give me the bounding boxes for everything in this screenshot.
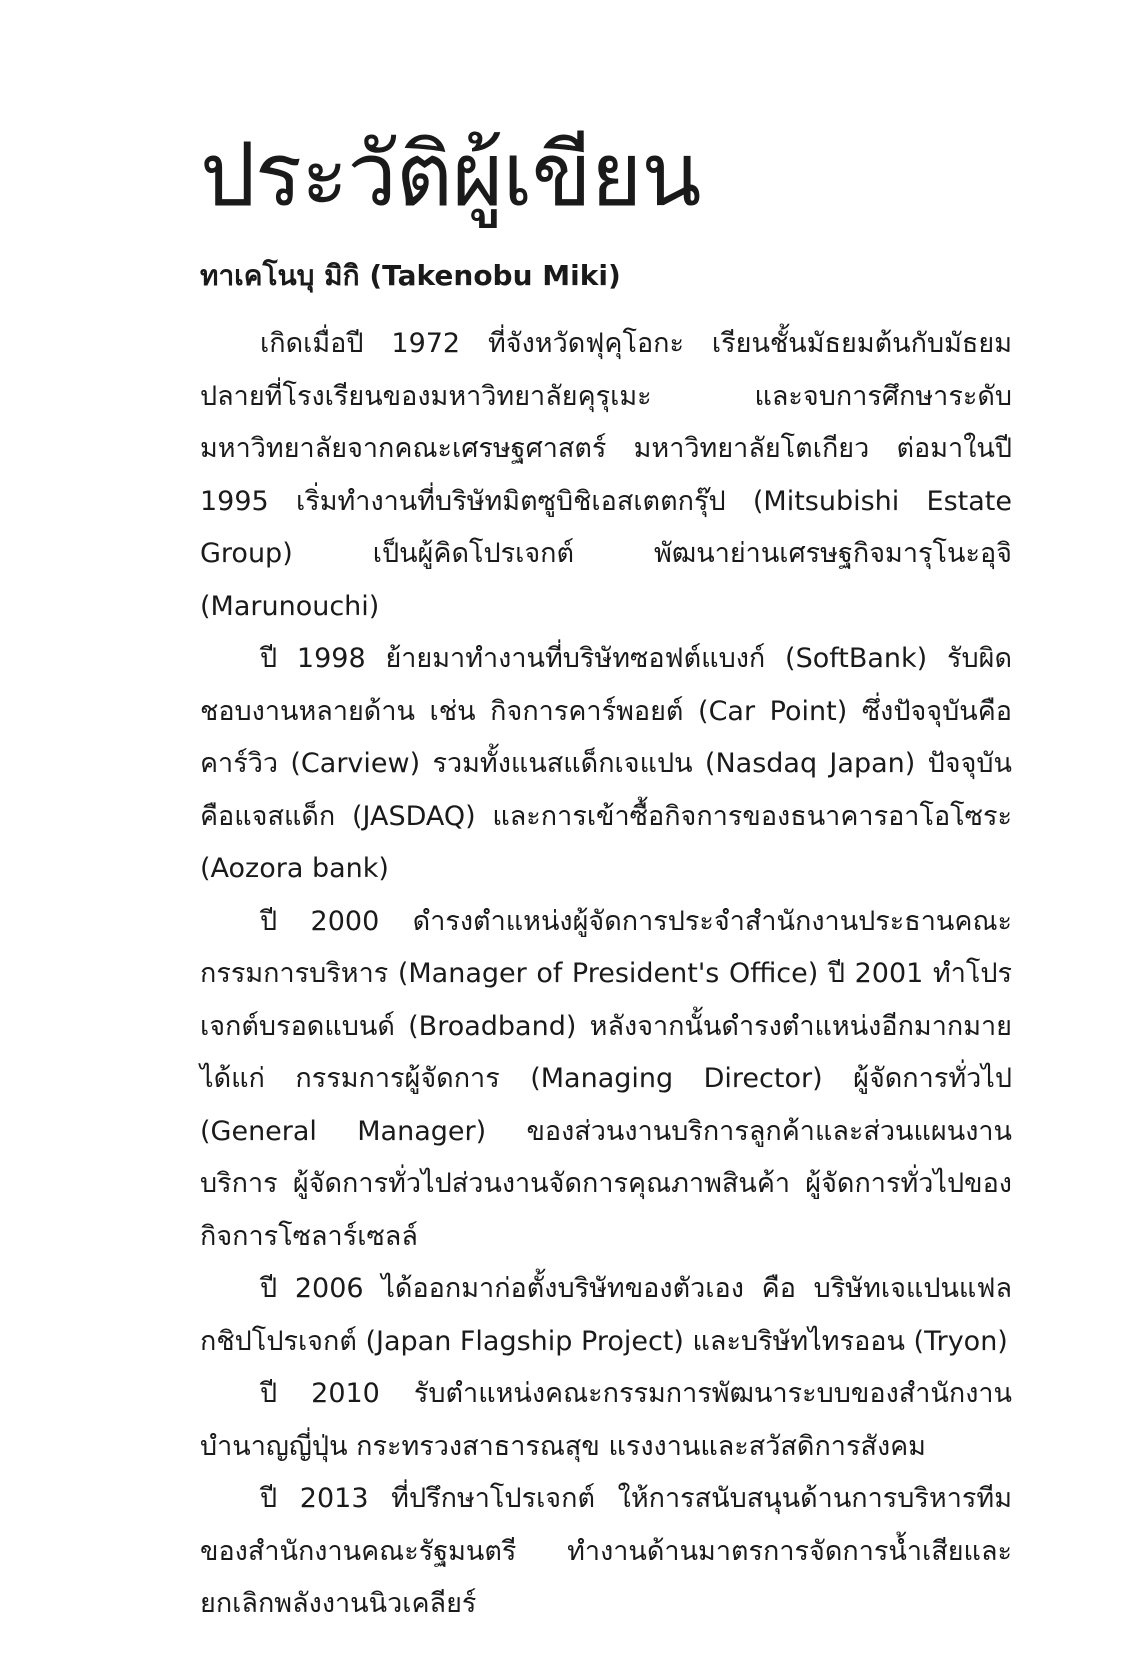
author-name: ทาเคโนบุ มิกิ (Takenobu Miki): [200, 259, 621, 292]
bio-paragraph-5: ปี 2010 รับตำแหน่งคณะกรรมการพัฒนาระบบของสำนักงานบำนาญญี่ปุ่น กระทรวงสาธารณสุข แรงงานและสวัสดิการสังคม: [200, 1378, 1012, 1462]
page-title: ประวัติผู้เขียน: [200, 123, 701, 226]
page-content: [200, 120, 1012, 1631]
bio-paragraph-4: ปี 2006 ได้ออกมาก่อตั้งบริษัทของตัวเอง คือ บริษัทเจแปนแฟลกชิปโปรเจกต์ (Japan Flagship Project) และบริษัทไทรออน (Tryon): [200, 1273, 1012, 1357]
bio-paragraph-2: ปี 1998 ย้ายมาทำงานที่บริษัทซอฟต์แบงก์ (SoftBank) รับผิดชอบงานหลายด้าน เช่น กิจการคาร์พอยต์ (Car Point) ซึ่งปัจจุบันคือคาร์วิว (Carview) รวมทั้งแนสแด็กเจแปน (Nasdaq Japan) ปัจจุบันคือแจสแด็ก (JASDAQ) และการเข้าซื้อกิจการของธนาคารอาโอโซระ (Aozora bank): [200, 643, 1012, 884]
bio-paragraph-3: ปี 2000 ดำรงตำแหน่งผู้จัดการประจำสำนักงานประธานคณะกรรมการบริหาร (Manager of President's Office) ปี 2001 ทำโปรเจกต์บรอดแบนด์ (Broadband) หลังจากนั้นดำรงตำแหน่งอีกมากมาย ได้แก่ กรรมการผู้จัดการ (Managing Director) ผู้จัดการทั่วไป (General Manager) ของส่วนงานบริการลูกค้าและส่วนแผนงานบริการ ผู้จัดการทั่วไปส่วนงานจัดการคุณภาพสินค้า ผู้จัดการทั่วไปของกิจการโซลาร์เซลล์: [200, 905, 1012, 1252]
bio-paragraph-6: ปี 2013 ที่ปรึกษาโปรเจกต์ ให้การสนับสนุนด้านการบริหารทีมของสำนักงานคณะรัฐมนตรี ทำงานด้านมาตรการจัดการน้ำเสียและยกเลิกพลังงานนิวเคลียร์: [200, 1483, 1012, 1619]
bio-paragraph-1: เกิดเมื่อปี 1972 ที่จังหวัดฟุคุโอกะ เรียนชั้นมัธยมต้นกับมัธยมปลายที่โรงเรียนของมหาวิทยาลัยคุรุเมะ และจบการศึกษาระดับมหาวิทยาลัยจากคณะเศรษฐศาสตร์ มหาวิทยาลัยโตเกียว ต่อมาในปี 1995 เริ่มทำงานที่บริษัทมิตซูบิชิเอสเตตกรุ๊ป (Mitsubishi Estate Group) เป็นผู้คิดโปรเจกต์ พัฒนาย่านเศรษฐกิจมารุโนะอุจิ (Marunouchi): [200, 328, 1012, 622]
